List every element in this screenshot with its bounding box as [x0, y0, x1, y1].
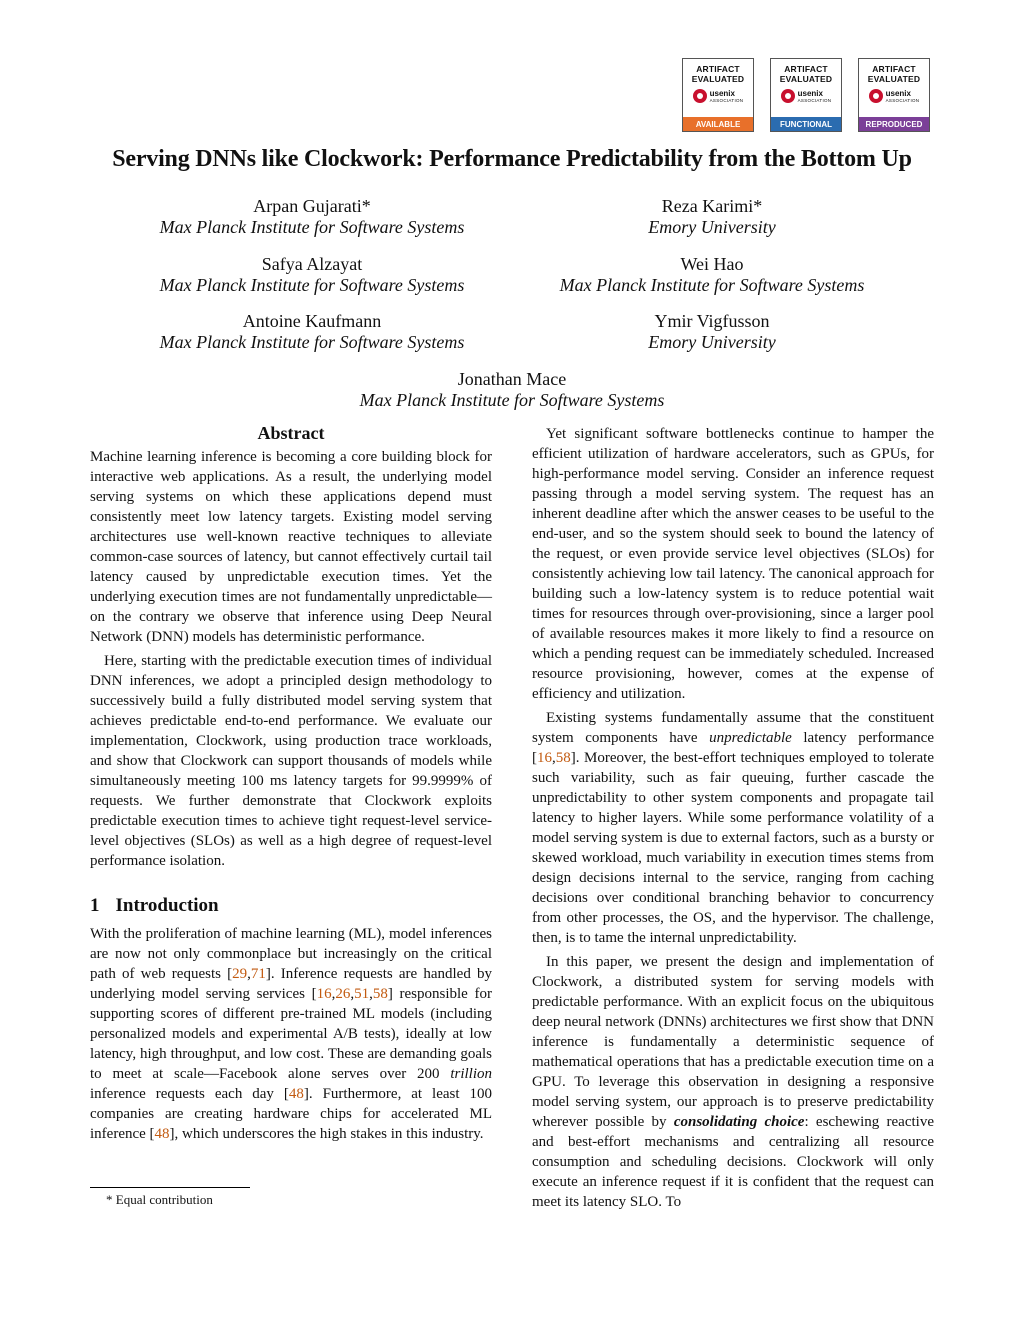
text-run: , — [247, 966, 251, 982]
text-run: In this paper, we present the design and implementation of Clockwork, a distributed system for serving models with predictable performance. With an explicit focus on the ubiquitous deep neural network (DNNs) architectures we first show that DNN inference is fundamentally a deterministic sequence of mathematical operations that has a predictable execution time on a GPU. To leverage this observation in designing a responsive model serving system, our approach is to preserve predictability wherever possible by — [532, 954, 934, 1130]
badge-line1: ARTIFACT — [872, 64, 916, 74]
text-run: Existing systems fundamentally assume that the constituent system components have — [532, 710, 934, 746]
author-affiliation: Emory University — [648, 217, 776, 237]
abstract-paragraph: Machine learning inference is becoming a core building block for interactive web applications. As a result, the underlying model serving systems on which these applications depend must consistently meet low latency targets. Existing model serving architectures use well-known reactive techniques to alleviate common-case sources of latency, but cannot effectively curtail tail latency caused by unpredictable execution times. Yet the underlying execution times are not fundamentally unpredictable—on the contrary we observe that inference using Deep Neural Network (DNN) models has deterministic performance. — [90, 449, 492, 645]
section-heading — [90, 894, 492, 918]
author-affiliation: Max Planck Institute for Software Systems — [159, 275, 465, 295]
text-run: ], which underscores the high stakes in this industry. — [169, 1126, 484, 1142]
badge-line1: ARTIFACT — [696, 64, 740, 74]
paper-title: Serving DNNs like Clockwork: Performance Predictability from the Bottom Up — [112, 146, 912, 172]
text-run: ] responsible for supporting scores of different pre-trained ML models (including personalized models and experimental A/B tests), ideally at low latency, high throughput, and low cost. These are demanding goals to meet at scale—Facebook alone serves over 200 — [90, 986, 492, 1082]
badge-label: REPRODUCED — [859, 117, 929, 131]
author-name: Wei Hao — [680, 254, 744, 274]
artifact-badges — [682, 58, 930, 132]
text-run: latency performance [ — [532, 730, 934, 766]
citation-link[interactable]: 58 — [555, 750, 571, 766]
usenix-circle-icon — [781, 89, 795, 103]
badge-line2: EVALUATED — [691, 74, 745, 84]
author-affiliation: Emory University — [648, 332, 776, 352]
usenix-circle-icon — [869, 89, 883, 103]
citation-link[interactable]: 16 — [316, 986, 332, 1002]
usenix-logo-text: usenix — [885, 89, 911, 98]
right-column — [532, 424, 934, 1216]
footnote-rule — [90, 1187, 250, 1188]
usenix-logo — [781, 89, 832, 103]
badge-available — [682, 58, 754, 132]
author-affiliation: Max Planck Institute for Software Systems — [159, 217, 465, 237]
text-run: , — [350, 986, 355, 1002]
abstract-heading: Abstract — [257, 423, 325, 443]
intro-paragraph: Yet significant software bottlenecks continue to hamper the efficient utilization of hardware accelerators, such as GPUs, for high-performance model serving. Consider an inference request passing through a model serving system. The request has an inherent deadline after which the answer ceases to be useful to the end-user, and so the system should seek to bound the latency of the request, or even provide service level objectives (SLOs) for consistently achieving low tail latency. The canonical approach for building such a low-latency system is to reduce potential wait times for resources through over-provisioning, since a larger pool of available resources makes it more likely to find a resource on which a pending request can be immediately scheduled. Increased resource provisioning, however, comes at the expense of efficiency and utilization. — [532, 426, 934, 702]
author-affiliation: Max Planck Institute for Software Systems — [359, 390, 665, 410]
usenix-logo-text: usenix — [709, 89, 735, 98]
bold-emphasis: consolidating choice — [673, 1114, 805, 1130]
author-name: Reza Karimi* — [661, 196, 763, 216]
author-block — [512, 254, 912, 296]
citation-link[interactable]: 26 — [335, 986, 351, 1002]
footnote: * Equal contribution — [106, 1192, 213, 1207]
citation-link[interactable]: 29 — [232, 966, 248, 982]
author-block — [512, 311, 912, 353]
author-block — [112, 254, 512, 296]
badge-line2: EVALUATED — [779, 74, 833, 84]
author-affiliation: Max Planck Institute for Software Systems — [159, 332, 465, 352]
citation-link[interactable]: 51 — [354, 986, 370, 1002]
usenix-logo — [693, 89, 744, 103]
text-run: , — [552, 750, 556, 766]
badge-line1: ARTIFACT — [784, 64, 828, 74]
badge-label: AVAILABLE — [683, 117, 753, 131]
author-name: Safya Alzayat — [261, 254, 363, 274]
badge-functional — [770, 58, 842, 132]
author-block — [512, 196, 912, 238]
author-name: Arpan Gujarati* — [253, 196, 371, 216]
intro-paragraph — [532, 952, 934, 1212]
usenix-logo — [869, 89, 920, 103]
usenix-logo-sub: ASSOCIATION — [709, 98, 744, 103]
author-block — [112, 311, 512, 353]
citation-link[interactable]: 16 — [537, 750, 552, 766]
usenix-logo-text: usenix — [797, 89, 823, 98]
text-run: ]. Inference requests are handled by underlying model serving services [ — [90, 966, 492, 1002]
author-block — [212, 369, 812, 411]
badge-line2: EVALUATED — [867, 74, 921, 84]
author-name: Antoine Kaufmann — [242, 311, 382, 331]
text-run: , — [369, 986, 373, 1002]
usenix-circle-icon — [693, 89, 707, 103]
emphasis: unpredictable — [709, 730, 792, 746]
text-run: , — [331, 986, 336, 1002]
text-run: ]. Moreover, the best-effort techniques employed to tolerate such variability, such as fair queuing, further cascade the unpredictability to other system components and propagate tail latency to higher layers. While some performance volatility of a model serving system is due to external factors, such as a bursty or skewed workload, much variability in execution times stems from design decisions internal to the service, ranging from caching decisions over conditional branching behavior to concurrency from other processes, the OS, and the hypervisor. The challenge, then, is to tame the internal unpredictability. — [532, 750, 934, 946]
section-title: Introduction — [115, 895, 219, 916]
citation-link[interactable]: 58 — [372, 986, 388, 1002]
intro-paragraph — [90, 924, 492, 1144]
intro-paragraph — [532, 708, 934, 948]
author-name: Jonathan Mace — [457, 369, 567, 389]
usenix-logo-sub: ASSOCIATION — [885, 98, 920, 103]
section-number: 1 — [90, 895, 100, 916]
badge-label: FUNCTIONAL — [771, 117, 841, 131]
badge-reproduced — [858, 58, 930, 132]
author-name: Ymir Vigfusson — [654, 311, 770, 331]
text-run: ]. Furthermore, at least 100 companies are creating hardware chips for accelerated ML inference [ — [90, 1086, 492, 1142]
author-affiliation: Max Planck Institute for Software Systems — [559, 275, 865, 295]
text-run: With the proliferation of machine learning (ML), model inferences are now not only commonplace but increasingly on the critical path of web requests [ — [90, 926, 492, 982]
author-block — [112, 196, 512, 238]
emphasis: trillion — [450, 1066, 492, 1082]
citation-link[interactable]: 48 — [288, 1086, 304, 1102]
citation-link[interactable]: 48 — [154, 1126, 170, 1142]
text-run: : eschewing reactive and best-effort mechanisms and centralizing all resource consumption and scheduling decisions. Clockwork will only execute an inference request if it is confident that the request can meet its latency SLO. To — [532, 1114, 934, 1210]
citation-link[interactable]: 71 — [250, 966, 266, 982]
usenix-logo-sub: ASSOCIATION — [797, 98, 832, 103]
left-column — [90, 422, 492, 1148]
text-run: inference requests each day [ — [90, 1086, 289, 1102]
abstract-paragraph: Here, starting with the predictable execution times of individual DNN inferences, we adopt a principled design methodology to successively build a fully distributed model serving system that achieves predictable end-to-end performance. We evaluate our implementation, Clockwork, using production trace workloads, and show that Clockwork can support thousands of models while simultaneously meeting 100 ms latency targets for 99.9999% of requests. We further demonstrate that Clockwork exploits predictable execution times to achieve tight request-level service-level objectives (SLOs) as well as a high degree of request-level performance isolation. — [90, 653, 492, 869]
